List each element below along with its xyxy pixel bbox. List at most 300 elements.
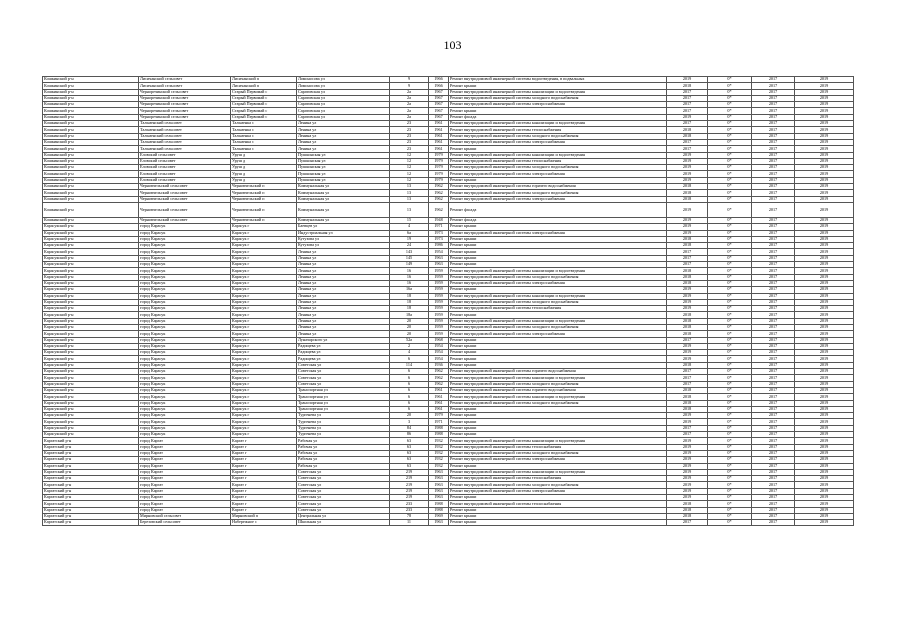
table-cell: 0* [708,190,752,196]
table-cell: 2019 [795,306,854,312]
table-cell: Кошкинский р-н [43,77,139,83]
table-cell: 2а [390,114,429,120]
table-cell: 0* [708,280,752,286]
table-cell: Уруш д [231,165,297,171]
table-cell: город Карасук [139,255,231,261]
table-cell: 2019 [795,387,854,393]
table-cell: 2017 [752,362,795,368]
table-cell: Рабочая ул [297,450,390,456]
table-cell: Коммунальная ул [297,196,390,202]
table-cell: 2019 [795,77,854,83]
table-cell: Ремонт крыши [449,249,667,255]
table-cell: город Карасук [139,350,231,356]
table-cell: Карасукский р-н [43,375,139,381]
table-cell: Коммунальная ул [297,190,390,196]
table-cell: Каргатский р-н [43,438,139,444]
table-cell: Карасукский р-н [43,274,139,280]
table-cell: Карасукский р-н [43,406,139,412]
table-cell: 2017 [752,262,795,268]
table-cell: город Карасук [139,224,231,230]
table-cell: 2017 [752,95,795,101]
table-cell: Ломоносова ул [297,77,390,83]
table-cell: 0* [708,387,752,393]
table-cell: 2019 [795,413,854,419]
table-cell: 0* [708,146,752,152]
table-cell: город Каргат [139,457,231,463]
table-cell: 20 [390,331,429,337]
table-cell: 2017 [752,255,795,261]
table-cell: город Карасук [139,381,231,387]
table-cell: 2018 [667,362,708,368]
table-cell: 2019 [667,306,708,312]
table-cell: город Карасук [139,243,231,249]
table-cell: Ремонт внутридомовой инженерной системы электроснабжения [449,171,667,177]
table-cell: Кошкинский р-н [43,196,139,202]
table-cell: 2019 [795,507,854,513]
table-cell: Ремонт внутридомовой инженерной системы холодного водоснабжения [449,381,667,387]
table-cell: Черновчельский п [231,196,297,202]
table-cell: Карасук г [231,306,297,312]
table-cell: 2017 [667,520,708,526]
table-cell: 2019 [795,488,854,494]
table-cell: Ремонт внутридомовой инженерной системы канализации и водоотведения [449,394,667,400]
table-cell: 11 [390,520,429,526]
table-cell: 0* [708,243,752,249]
table-cell: город Каргат [139,438,231,444]
table-cell: Радищева ул [297,350,390,356]
table-cell: Транспортная ул [297,394,390,400]
table-cell: Ремонт крыши [449,255,667,261]
table-cell: 2017 [752,337,795,343]
table-cell: 1967 [429,108,449,114]
table-cell: Еловский сельсовет [139,158,231,164]
table-cell: 0* [708,139,752,145]
table-cell: 1988 [429,501,449,507]
table-cell: Карасук г [231,350,297,356]
table-cell: Советская ул [297,369,390,375]
table-cell: Карасук г [231,375,297,381]
table-cell: 0* [708,406,752,412]
table-cell: 2017 [752,343,795,349]
table-cell: Еловский сельсовет [139,177,231,183]
table-cell: 0* [708,165,752,171]
table-cell: 2018 [667,190,708,196]
table-cell: Кошкинский р-н [43,171,139,177]
table-cell: Ленина ул [297,324,390,330]
table-cell: 2019 [795,236,854,242]
table-cell: 1961 [429,400,449,406]
table-cell: Карасукский р-н [43,287,139,293]
table-cell: 2019 [795,432,854,438]
table-cell: 2017 [667,249,708,255]
table-cell: 2017 [667,375,708,381]
table-cell: 2018 [667,312,708,318]
table-cell: 1979 [429,165,449,171]
table-cell: Карасукский р-н [43,312,139,318]
table-cell: 2019 [667,217,708,223]
table-cell: Кошкинский р-н [43,217,139,223]
table-cell: Карасук г [231,369,297,375]
table-cell: 0* [708,202,752,217]
table-cell: Ремонт внутридомовой инженерной системы холодного водоснабжения [449,400,667,406]
table-cell: Ленина ул [297,262,390,268]
table-cell: Ремонт внутридомовой инженерной системы канализации и водоотведения [449,375,667,381]
table-cell: 2019 [667,482,708,488]
table-cell: 12 [390,158,429,164]
table-cell: 2017 [667,139,708,145]
table-cell: Карасук г [231,331,297,337]
table-cell: Ремонт внутридомовой инженерной системы канализации и водоотведения [449,469,667,475]
table-cell: 2017 [752,394,795,400]
table-cell: 2017 [752,495,795,501]
table-cell: Рабочая ул [297,463,390,469]
table-cell: Еловский сельсовет [139,165,231,171]
table-cell: Ремонт внутридомовой инженерной системы электроснабжения [449,196,667,202]
table-cell: Черновчельский п [231,190,297,196]
table-cell: Березовский сельсовет [139,520,231,526]
table-cell: Ремонт внутридомовой инженерной системы горячего водоснабжения [449,184,667,190]
table-cell: Ремонт фасада [449,202,667,217]
table-cell: 2019 [795,299,854,305]
table-cell: Ремонт внутридомовой инженерной системы водоотведения, в подвальных [449,77,667,83]
table-cell: 2019 [795,202,854,217]
table-cell: 2 [390,343,429,349]
table-cell: Ремонт внутридомовой инженерной системы холодного водоснабжения [449,190,667,196]
table-cell: 1973 [429,236,449,242]
table-cell: 2019 [667,152,708,158]
table-cell: 2017 [752,102,795,108]
table-cell: Ремонт крыши [449,146,667,152]
table-cell: 12 [390,171,429,177]
table-cell: 23 [390,133,429,139]
table-cell: Старый Первомай с [231,108,297,114]
table-cell: 2017 [752,306,795,312]
table-cell: Ремонт крыши [449,343,667,349]
table-cell: город Карасук [139,312,231,318]
table-cell: 2019 [795,127,854,133]
table-cell: 0* [708,102,752,108]
table-cell: Ремонт крыши [449,520,667,526]
table-cell: 2019 [795,375,854,381]
table-cell: 2019 [667,413,708,419]
table-cell: 2017 [752,280,795,286]
table-cell: Карасукский р-н [43,362,139,368]
table-cell: Советская ул [297,482,390,488]
table-cell: Ломоносова ул [297,83,390,89]
table-cell: город Каргат [139,482,231,488]
table-cell: 1961 [429,406,449,412]
table-cell: Кошкинский р-н [43,177,139,183]
table-cell: 219 [390,495,429,501]
table-cell: 1963 [429,476,449,482]
table-cell: 2017 [752,312,795,318]
table-cell: 0* [708,343,752,349]
table-cell: 0* [708,381,752,387]
table-cell: Карасук г [231,387,297,393]
table-cell: 2018 [667,318,708,324]
table-cell: 2019 [795,177,854,183]
table-cell: 6 [390,400,429,406]
table-cell: 2019 [795,318,854,324]
table-cell: Кошкинский р-н [43,158,139,164]
table-cell: 2019 [667,293,708,299]
table-row [43,520,854,526]
table-cell: 6 [390,381,429,387]
table-cell: 2017 [752,331,795,337]
table-cell: 1961 [429,139,449,145]
table-cell: город Карасук [139,419,231,425]
table-cell: 0* [708,425,752,431]
table-cell: Ремонт внутридомовой инженерной системы теплоснабжения [449,127,667,133]
table-cell: 2019 [795,513,854,519]
table-cell: 1932 [429,450,449,456]
table-cell: Ремонт фасада [449,217,667,223]
table-cell: Тальменский сельсовет [139,146,231,152]
table-cell: 2019 [667,419,708,425]
table-cell: 2017 [752,83,795,89]
table-cell: Мирновский сельсовет [139,513,231,519]
table-cell: Ремонт крыши [449,495,667,501]
table-cell: 2019 [795,476,854,482]
table-cell: 2019 [795,171,854,177]
table-cell: Кошкинский р-н [43,165,139,171]
table-cell: Кошкинский р-н [43,152,139,158]
table-cell: 86 [390,432,429,438]
table-cell: 2017 [667,255,708,261]
table-cell: 6 [390,387,429,393]
table-cell: Каргат г [231,469,297,475]
table-cell: Кошкинский р-н [43,83,139,89]
table-cell: 0* [708,495,752,501]
table-cell: 0* [708,230,752,236]
table-cell: Ремонт внутридомовой инженерной системы теплоснабжения [449,476,667,482]
table-cell: Баевцев ул [297,224,390,230]
table-cell: 0* [708,121,752,127]
table-cell: 2019 [667,469,708,475]
table-cell: Карасук г [231,280,297,286]
table-cell: 2017 [752,520,795,526]
table-cell: Пушкинская ул [297,177,390,183]
table-cell: 2017 [752,121,795,127]
table-cell: Советская ул [297,476,390,482]
table-cell: Ленина ул [297,133,390,139]
table-cell: Ремонт крыши [449,312,667,318]
table-cell: 0* [708,457,752,463]
table-cell: 2019 [795,362,854,368]
table-cell: Ремонт крыши [449,513,667,519]
table-cell: 2017 [752,190,795,196]
table-cell: Тальменка с [231,139,297,145]
table-cell: Ленина ул [297,139,390,145]
table-cell: Каргат г [231,444,297,450]
table-cell: Саратовская ул [297,89,390,95]
table-cell: 2019 [667,495,708,501]
table-cell: Каргатский р-н [43,520,139,526]
table-cell: 2017 [752,450,795,456]
table-cell: 0* [708,114,752,120]
table-cell: 63 [390,457,429,463]
table-cell: 2019 [795,287,854,293]
table-cell: Ремонт фасада [449,114,667,120]
table-cell: 2017 [752,146,795,152]
table-cell: Саратовская ул [297,95,390,101]
table-cell: Тальменка с [231,127,297,133]
table-cell: Старый Первомай с [231,114,297,120]
table-cell: Ремонт внутридомовой инженерной системы холодного водоснабжения [449,95,667,101]
table-cell: 2019 [795,268,854,274]
table-row [43,202,854,217]
table-cell: 2017 [752,425,795,431]
table-cell: Ленина ул [297,331,390,337]
table-cell: 23 [390,127,429,133]
table-cell: 219 [390,476,429,482]
table-cell: 2017 [752,350,795,356]
table-cell: 20 [390,318,429,324]
table-cell: Черноречинский сельсовет [139,114,231,120]
table-cell: 2017 [752,184,795,190]
table-cell: Карасук г [231,230,297,236]
table-cell: 0* [708,299,752,305]
table-cell: 2019 [667,476,708,482]
table-cell: 1967 [429,89,449,95]
table-cell: 2а [390,102,429,108]
table-cell: Карасукский р-н [43,343,139,349]
table-cell: 2017 [667,432,708,438]
table-cell: Еловский сельсовет [139,152,231,158]
table-cell: 219 [390,488,429,494]
table-cell: Ленина ул [297,249,390,255]
table-cell: Каргат г [231,501,297,507]
table-cell: 2019 [795,146,854,152]
table-cell: 0* [708,249,752,255]
table-cell: 2018 [667,331,708,337]
table-cell: Уруш д [231,152,297,158]
table-cell: Черноречинский сельсовет [139,108,231,114]
table-cell: Ремонт внутридомовой инженерной системы электроснабжения [449,102,667,108]
table-cell: 233 [390,501,429,507]
table-cell: Пушкинская ул [297,152,390,158]
table-cell: 2019 [795,139,854,145]
table-cell: Каргат г [231,450,297,456]
table-cell: город Карасук [139,369,231,375]
table-cell: Советская ул [297,362,390,368]
table-cell: 2017 [667,369,708,375]
table-cell: город Каргат [139,488,231,494]
table-cell: 2019 [795,438,854,444]
table-cell: Ремонт внутридомовой инженерной системы электроснабжения [449,488,667,494]
table-cell: 1948 [429,217,449,223]
table-cell: Ленина ул [297,306,390,312]
table-cell: 9 [390,77,429,83]
table-cell: Карасук г [231,274,297,280]
table-cell: 2019 [795,274,854,280]
table-cell: 1966 [429,83,449,89]
table-cell: Карасук г [231,293,297,299]
table-cell: Каргат г [231,507,297,513]
table-cell: Кошкинский р-н [43,133,139,139]
table-cell: 0* [708,217,752,223]
table-cell: Каргатский р-н [43,457,139,463]
table-cell: 1932 [429,438,449,444]
table-cell: Карасукский р-н [43,293,139,299]
table-cell: 2019 [795,108,854,114]
table-cell: 2019 [667,114,708,120]
table-cell: Черновчельский п [231,184,297,190]
table-cell: Каргатский р-н [43,469,139,475]
table-cell: Ремонт крыши [449,287,667,293]
table-cell: 1979 [429,158,449,164]
table-cell: 2019 [795,95,854,101]
table-cell: 0* [708,444,752,450]
table-cell: 1986 [429,243,449,249]
table-cell: 2018 [667,280,708,286]
table-cell: Карасукский р-н [43,280,139,286]
table-cell: 2019 [795,425,854,431]
table-cell: Карасукский р-н [43,400,139,406]
table-cell: Лисичанский п [231,77,297,83]
table-cell: 18 [390,299,429,305]
table-cell: 0* [708,507,752,513]
table-cell: 18 [390,306,429,312]
table-cell: Каргатский р-н [43,476,139,482]
table-cell: 0* [708,158,752,164]
table-cell: 2017 [752,243,795,249]
table-cell: Каргатский р-н [43,501,139,507]
table-cell: 1959 [429,293,449,299]
table-cell: 1988 [429,425,449,431]
table-cell: 2018 [667,387,708,393]
table-cell: Центральная ул [297,513,390,519]
table-cell: 233 [390,507,429,513]
table-cell: город Карасук [139,394,231,400]
table-cell: Тургенева ул [297,413,390,419]
table-cell: Ремонт внутридомовой инженерной системы электроснабжения [449,457,667,463]
table-cell: 2019 [667,77,708,83]
table-cell: Ремонт внутридомовой инженерной системы канализации и водоотведения [449,438,667,444]
table-cell: 23 [390,146,429,152]
table-cell: Тальменский сельсовет [139,139,231,145]
table-cell: Мирновский п [231,513,297,519]
table-cell: 6 [390,406,429,412]
table-cell: 2019 [795,158,854,164]
table-cell: 2019 [795,324,854,330]
table-cell: 2019 [667,287,708,293]
table-cell: 2019 [667,438,708,444]
table-cell: Карасукский р-н [43,306,139,312]
table-cell: Карасукский р-н [43,350,139,356]
table-cell: город Карасук [139,331,231,337]
table-cell: 2019 [795,280,854,286]
table-cell: Тургенева ул [297,425,390,431]
table-cell: 2019 [795,312,854,318]
table-cell: 2017 [752,488,795,494]
table-cell: 16 [390,280,429,286]
table-cell: Пушкинская ул [297,158,390,164]
table-cell: город Карасук [139,236,231,242]
table-cell: Ремонт внутридомовой инженерной системы канализации и водоотведения [449,121,667,127]
table-cell: Ремонт внутридомовой инженерной системы холодного водоснабжения [449,165,667,171]
table-cell: 6 [390,375,429,381]
table-cell: город Карасук [139,375,231,381]
table-cell: 2019 [795,331,854,337]
table-cell: 0* [708,318,752,324]
table-cell: Ремонт внутридомовой инженерной системы канализации и водоотведения [449,318,667,324]
table-cell: 16 [390,268,429,274]
table-cell: Ремонт крыши [449,406,667,412]
table-cell: 1959 [429,274,449,280]
table-cell: город Каргат [139,469,231,475]
table-cell: Карасук г [231,224,297,230]
